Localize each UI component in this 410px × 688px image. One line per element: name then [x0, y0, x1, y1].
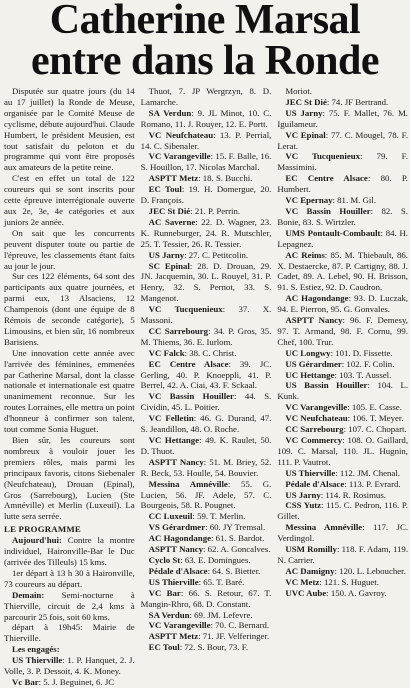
entry-text: : 70. C. Bernard. — [210, 620, 270, 631]
article-paragraph: On sait que les concurrents peuvent disputer toute ou partie de l'épreuve, les classements étant faits au jour le jour. — [4, 227, 135, 271]
result-entry — [277, 173, 408, 195]
program-lead: Demain: — [12, 589, 45, 600]
club-name: VC Hettange — [148, 435, 200, 445]
entry-text: : 65. T. Baré. — [198, 576, 245, 587]
entry-text: : 64. S. Bietter. — [207, 565, 261, 576]
club-name: ASPTT Metz — [148, 173, 199, 184]
result-entry — [277, 250, 408, 294]
club-name: VC Bassin Houiller — [148, 391, 234, 402]
club-name: JEC St Dié — [148, 205, 191, 216]
entry-text: : 112. JM. Chenal. — [335, 467, 400, 478]
result-entry — [277, 588, 408, 599]
club-name: AC Damigny — [285, 565, 335, 576]
program-item — [4, 568, 135, 590]
headline-line-2: entre dans la Ronde — [31, 38, 379, 84]
entry-text: : 120. L. Leboucher. — [334, 565, 406, 576]
entry-text: : 59. T. Merlin. — [192, 511, 246, 522]
entry-text: : 106. T. Meyer. — [347, 413, 404, 424]
entry-text: : 39. JC. Gerling, 40. P. Knoeppli, 41. P. Berrel, 42. A. Ciai, 43. F. Sckaal. — [140, 358, 272, 391]
entry-text: : 102. F. Colin. — [341, 358, 395, 369]
entry-text: : 103. T. Aussel. — [334, 369, 392, 380]
result-entry — [277, 293, 408, 315]
entry-text: : 1. P. Hanquet, 2. J. Volle, 3. P. Dessoit, 4. K. Money. — [4, 655, 135, 677]
headline — [0, 0, 410, 84]
result-entry — [141, 522, 272, 533]
club-name: VC Bar — [148, 587, 181, 598]
entry-text: Thuot, 7. JP Wergrzyn, 8. D. Lamarche. — [140, 86, 272, 107]
club-name: EC Centre Alsace — [285, 173, 368, 184]
article-paragraph: Sur ces 122 éléments, 64 sont des participants aux quatre journées, et parmi eux, 13 Alsaciens, 12 Champenois (dont une équipe de 8 Rémois de seconde catégorie), 5 Limousins, et bien sûr, 16 nombreux Barisiens. — [4, 271, 135, 347]
club-name: Pédale d'Alsace — [285, 478, 345, 489]
entry-text: : 105. E. Casse. — [347, 402, 402, 413]
club-name: AC Saverne — [148, 216, 196, 227]
club-name: US Jarny — [285, 107, 323, 118]
entry-text: : 72. S. Bour, 73. F. — [179, 642, 249, 653]
result-entry — [277, 228, 408, 250]
club-name: VC Metz — [285, 576, 320, 587]
entry-text: : 115. C. Pedron, 116. P. Gillet. — [277, 500, 408, 522]
entry-text: : 15. F. Balle, 16. S. Houillon, 17. Nicolas Marchal. — [140, 151, 272, 173]
result-entry — [141, 511, 272, 522]
entry-text: : 19. H. Domergue, 20. D. François. — [140, 184, 272, 206]
entry-text: : 60. JY Tremsal. — [205, 522, 266, 533]
result-entry — [4, 677, 135, 688]
result-entry — [277, 490, 408, 501]
entry-text: : 80. P. Humbert. — [277, 173, 409, 195]
club-name: CC Sarrebourg — [148, 325, 209, 336]
club-name: AC Hagondange — [148, 533, 211, 544]
club-name: VC Varangeville — [148, 620, 211, 631]
entry-text: : 82. S. Bonie, 83. S. Wirtzler. — [277, 205, 409, 227]
result-entry — [277, 479, 408, 490]
result-entry — [277, 468, 408, 479]
result-entry — [141, 391, 272, 413]
entry-text: : 21. P. Perrin. — [190, 205, 241, 216]
entry-text: : 101. D. Fissette. — [330, 347, 393, 358]
entry-text: : 34. P. Gros, 35. M. Thiems, 36. E. Iurlom. — [140, 325, 272, 347]
entry-text: : 63. E. Domingues. — [180, 554, 251, 565]
club-name: US Jarny — [148, 249, 185, 260]
result-entry — [277, 151, 408, 173]
result-entry — [141, 413, 272, 435]
column-3 — [277, 86, 408, 631]
club-name: VS Gérardmer — [148, 522, 206, 533]
entry-text: : 74. JF Bertrand. — [326, 96, 389, 107]
program-text: départ à 19h45: Mairie de Thierville. — [4, 622, 135, 644]
entry-text: : 81. M. Gil. — [332, 195, 377, 206]
entry-text: : 51. M. Briey, 52. R. Beck, 53. Houlle, 54. Bouvier. — [140, 456, 272, 478]
entry-text: : 9. JL Minot, 10. C. Romano, 11. J. Rouyer, 12. E. Portt. — [140, 107, 272, 129]
entry-text: : 150. A. Gavroy. — [326, 587, 387, 598]
entry-text: : 37. X. Massoni. — [140, 304, 272, 326]
entry-text: : 28. D. Drouan, 29. JN. Jacquemin, 30. L. Rouyel, 31. P. Henry, 32. S. Pernot, 33. S. Mangenot. — [140, 260, 272, 304]
entry-text: : 13. P. Perrial, 14. C. Sibenaler. — [140, 129, 272, 151]
entry-text: : 5. J. Beguinet, 6. JC — [38, 676, 115, 687]
club-name: CC Sarrebourg — [285, 424, 344, 435]
club-name: VC Epernay — [285, 195, 333, 206]
result-entry — [141, 555, 272, 566]
club-name: UVC Aube — [285, 587, 327, 598]
club-name: VC Tucquenieux — [285, 151, 361, 162]
column-2 — [140, 86, 272, 653]
club-name: Vc Bar — [12, 676, 39, 687]
program-item — [4, 622, 135, 644]
club-name: VC Epinal — [285, 129, 326, 140]
result-entry — [141, 304, 272, 326]
result-entry — [141, 610, 272, 621]
result-entry — [277, 435, 408, 468]
entry-text: : 55. G. Lucien, 56. JF. Adele, 57. C. Bourgeois, 58. R. Pougnet. — [140, 478, 272, 511]
result-entry — [141, 457, 272, 479]
result-entry — [277, 359, 408, 370]
entry-text: : 108. O. Gaillard, 109. C. Marsal, 110. JL. Hugnin, 111. P. Vautrot. — [277, 435, 409, 467]
club-name: UMS Pontault-Combault — [285, 227, 381, 238]
club-name: US Jarny — [285, 489, 321, 500]
result-entry — [141, 533, 272, 544]
entry-text: : 46. G. Durand, 47. S. Jeandillon, 48. O. Roche. — [140, 413, 272, 435]
result-entry — [277, 130, 408, 152]
program-text: 1er départ à 13 h 30 à Haironville, 73 coureurs au départ. — [4, 567, 135, 589]
club-name: Messina Amnéville — [285, 522, 363, 533]
entry-text: : 93. D. Luczak, 94. E. Pierron, 95. G. Gonvales. — [277, 293, 409, 315]
entry-text: : 44. S. Cividin, 45. L. Poitier. — [140, 391, 272, 413]
result-entry — [141, 130, 272, 152]
result-entry — [277, 86, 408, 97]
result-entry — [141, 642, 272, 653]
article-paragraph: Disputée sur quatre jours (du 14 au 17 juillet) la Ronde de Meuse, organisée par le Comité Meuse de cyclisme, débute aujourd'hui. Claude Humbert, le président Meusien, est tout satisfait du peloton et du programme qui vont être proposés aux amateurs de la petite reine. — [4, 86, 135, 173]
entry-text: : 107. C. Chopart. — [343, 424, 407, 435]
result-entry — [141, 184, 272, 206]
club-name: UC Hettange — [285, 369, 335, 380]
result-entry — [277, 413, 408, 424]
entry-text: : 85. M. Thiebault, 86. X. Destaercke, 87. P. Cartigny, 88. J. Cadet, 89. A. Lebel, 90. H. Brisson, 91. S. Estiez, 92. D. Caudron. — [277, 249, 409, 293]
club-name: EC Toul — [148, 642, 180, 653]
result-entry — [141, 359, 272, 392]
headline-line-1: Catherine Marsal — [49, 0, 361, 43]
club-name: VC Neufchateau — [285, 413, 348, 424]
club-name: EC Toul — [148, 184, 182, 195]
entry-text: : 121. S. Huguet. — [319, 576, 379, 587]
result-entry — [141, 577, 272, 588]
club-name: UC Longwy — [285, 347, 331, 358]
club-name: SA Verdun — [148, 609, 190, 620]
result-entry — [141, 544, 272, 555]
club-name: US Thierville — [12, 655, 63, 666]
article-paragraph: C'est en effet un total de 122 coureurs qui se sont inscrits pour cette épreuve interrégionale ouverte aux 2e, 3e, 4e catégories et aux juniors 2e année. — [4, 173, 135, 227]
club-name: VC Felletin — [148, 413, 194, 424]
result-entry — [141, 173, 272, 184]
entry-text: : 75. F. Mallet, 76. M. Iguilameur. — [277, 107, 409, 129]
entry-text: : 62. A. Goncalves. — [203, 544, 271, 555]
result-entry — [141, 206, 272, 217]
club-name: VC Varangeville — [285, 402, 348, 413]
result-entry — [4, 655, 135, 677]
result-entry — [277, 195, 408, 206]
result-entry — [141, 151, 272, 173]
result-entry — [141, 326, 272, 348]
club-name: CSS Yutz — [285, 500, 322, 511]
result-entry — [141, 566, 272, 577]
article-paragraph: Bien sûr, les coureurs sont nombreux à vouloir jouer les premiers rôles, mais parmi les principaux favoris, citons Siebenaler (Neufchateau), Drouan (Epinal), Gros (Sarrebourg), Lucien (Ste Amnéville) et Merlin (Luxeuil). La lutte sera serrée. — [4, 435, 135, 522]
result-entry — [277, 566, 408, 577]
article-body — [4, 86, 409, 687]
result-entry — [141, 631, 272, 642]
club-name: ASPTT Nancy — [148, 544, 204, 555]
entry-text: : 113. P. Evrard. — [344, 478, 401, 489]
result-entry — [277, 577, 408, 588]
result-entry — [141, 86, 272, 108]
entry-text: : 69. JM. Lefevre. — [189, 609, 253, 620]
column-1 — [4, 86, 135, 687]
entry-text: : 77. C. Mougel, 78. F. Lerat. — [277, 129, 409, 151]
club-name: ASPTT Nancy — [148, 456, 204, 467]
entry-text: : 117. JC. Verdingol. — [277, 522, 409, 544]
entry-text: : 27. C. Petitcolin. — [184, 249, 249, 260]
entry-text: : 38. C. Christ. — [184, 347, 237, 358]
entry-text: : 118. F. Adam, 119. N. Carrier. — [277, 544, 409, 565]
club-name: CC Luxeuil — [148, 511, 193, 522]
entry-text: : 114. R. Rosimus. — [320, 489, 386, 500]
result-entry — [141, 261, 272, 305]
entry-text: : 71. JF. Velferinger. — [198, 631, 270, 642]
result-entry — [141, 348, 272, 359]
result-entry — [277, 97, 408, 108]
club-name: VC Falck — [148, 347, 185, 358]
entry-text: : 66. S. Retour, 67. T. Mangin-Rhro, 68. D. Constant. — [140, 587, 272, 609]
result-entry — [277, 108, 408, 130]
section-heading: LE PROGRAMME — [4, 524, 81, 535]
result-entry — [277, 315, 408, 348]
club-name: US Gérardmer — [285, 358, 342, 369]
result-entry — [277, 206, 408, 228]
result-entry — [277, 370, 408, 381]
club-name: SC Epinal — [148, 260, 190, 271]
club-name: US Bassin Houiller — [285, 380, 368, 391]
program-text: Semi-nocturne à Thierville, circuit de 2,4 kms à parcourir 25 fois, soit 60 kms. — [4, 589, 135, 622]
club-name: VC Bassin Houiller — [285, 205, 371, 216]
result-entry — [277, 544, 408, 566]
club-name: Pédale d'Alsace — [148, 565, 208, 576]
club-name: Cyclo St — [148, 554, 181, 565]
entry-text: Moriot. — [285, 86, 312, 96]
program-item — [4, 535, 135, 568]
club-name: US Thierville — [285, 467, 336, 478]
result-entry — [141, 588, 272, 610]
program-lead: Aujourd'hui: — [12, 535, 62, 546]
result-entry — [277, 500, 408, 522]
entry-text: : 22. D. Wagner, 23. K. Runneburger, 24. R. Mutschler, 25. T. Tessier, 26. R. Tessier. — [140, 216, 272, 249]
club-name: AC Reims — [285, 249, 325, 260]
club-name: US Thierville — [148, 576, 199, 587]
entry-text: : 61. S. Bardot. — [211, 533, 265, 544]
club-name: JEC St Dié — [285, 96, 327, 107]
program-item — [4, 590, 135, 623]
result-entry — [277, 348, 408, 359]
club-name: SA Verdun — [148, 107, 192, 118]
club-name: ASPTT Metz — [148, 631, 199, 642]
club-name: VC Varangeville — [148, 151, 211, 162]
entry-text: : 49. K. Raulet, 50. D. Thuot. — [140, 435, 272, 456]
result-entry — [141, 108, 272, 130]
article-paragraph: Une innovation cette année avec l'arrivée des féminines, emmenées par Catherine Marsal, dont la classe nationale et internationale est quatre unanimement reconnue. Sur les routes Lorraines, elle mettra un point d'honneur à confirmer son talent, tout comme Sonia Huguet. — [4, 347, 135, 435]
club-name: VC Neufchateau — [148, 129, 214, 140]
entry-text: : 84. H. Lepagnez. — [277, 227, 409, 249]
entry-text: : 79. F. Massimini. — [277, 151, 409, 173]
result-entry — [277, 402, 408, 413]
result-entry — [141, 250, 272, 261]
club-name: EC Centre Alsace — [148, 358, 229, 369]
result-entry — [141, 620, 272, 631]
club-name: VC Commercy — [285, 435, 343, 445]
result-entry — [141, 217, 272, 250]
result-entry — [277, 522, 408, 544]
entry-text: : 18. S. Bucchi. — [198, 173, 253, 184]
club-name: Messina Amnéville — [148, 478, 228, 489]
result-entry — [141, 435, 272, 457]
entry-text: : 104. L. Kunk. — [277, 380, 409, 402]
result-entry — [277, 380, 408, 402]
club-name: USM Romilly — [285, 544, 337, 555]
engages-heading: Les engagés: — [12, 644, 60, 655]
club-name: VC Tucquenieux — [148, 304, 223, 315]
club-name: AC Hagondange — [285, 293, 349, 304]
club-name: ASPTT Nancy — [285, 315, 343, 326]
entry-text: : 96. F. Demesy, 97. T. Armand, 98. F. Cornu, 99. Chef, 100. Trur. — [277, 315, 409, 347]
result-entry — [141, 479, 272, 512]
program-text: Contre la montre individuel, Haironville-Bar le Duc (arrivée des Tilleuls) 15 kms. — [4, 535, 135, 567]
result-entry — [277, 424, 408, 435]
